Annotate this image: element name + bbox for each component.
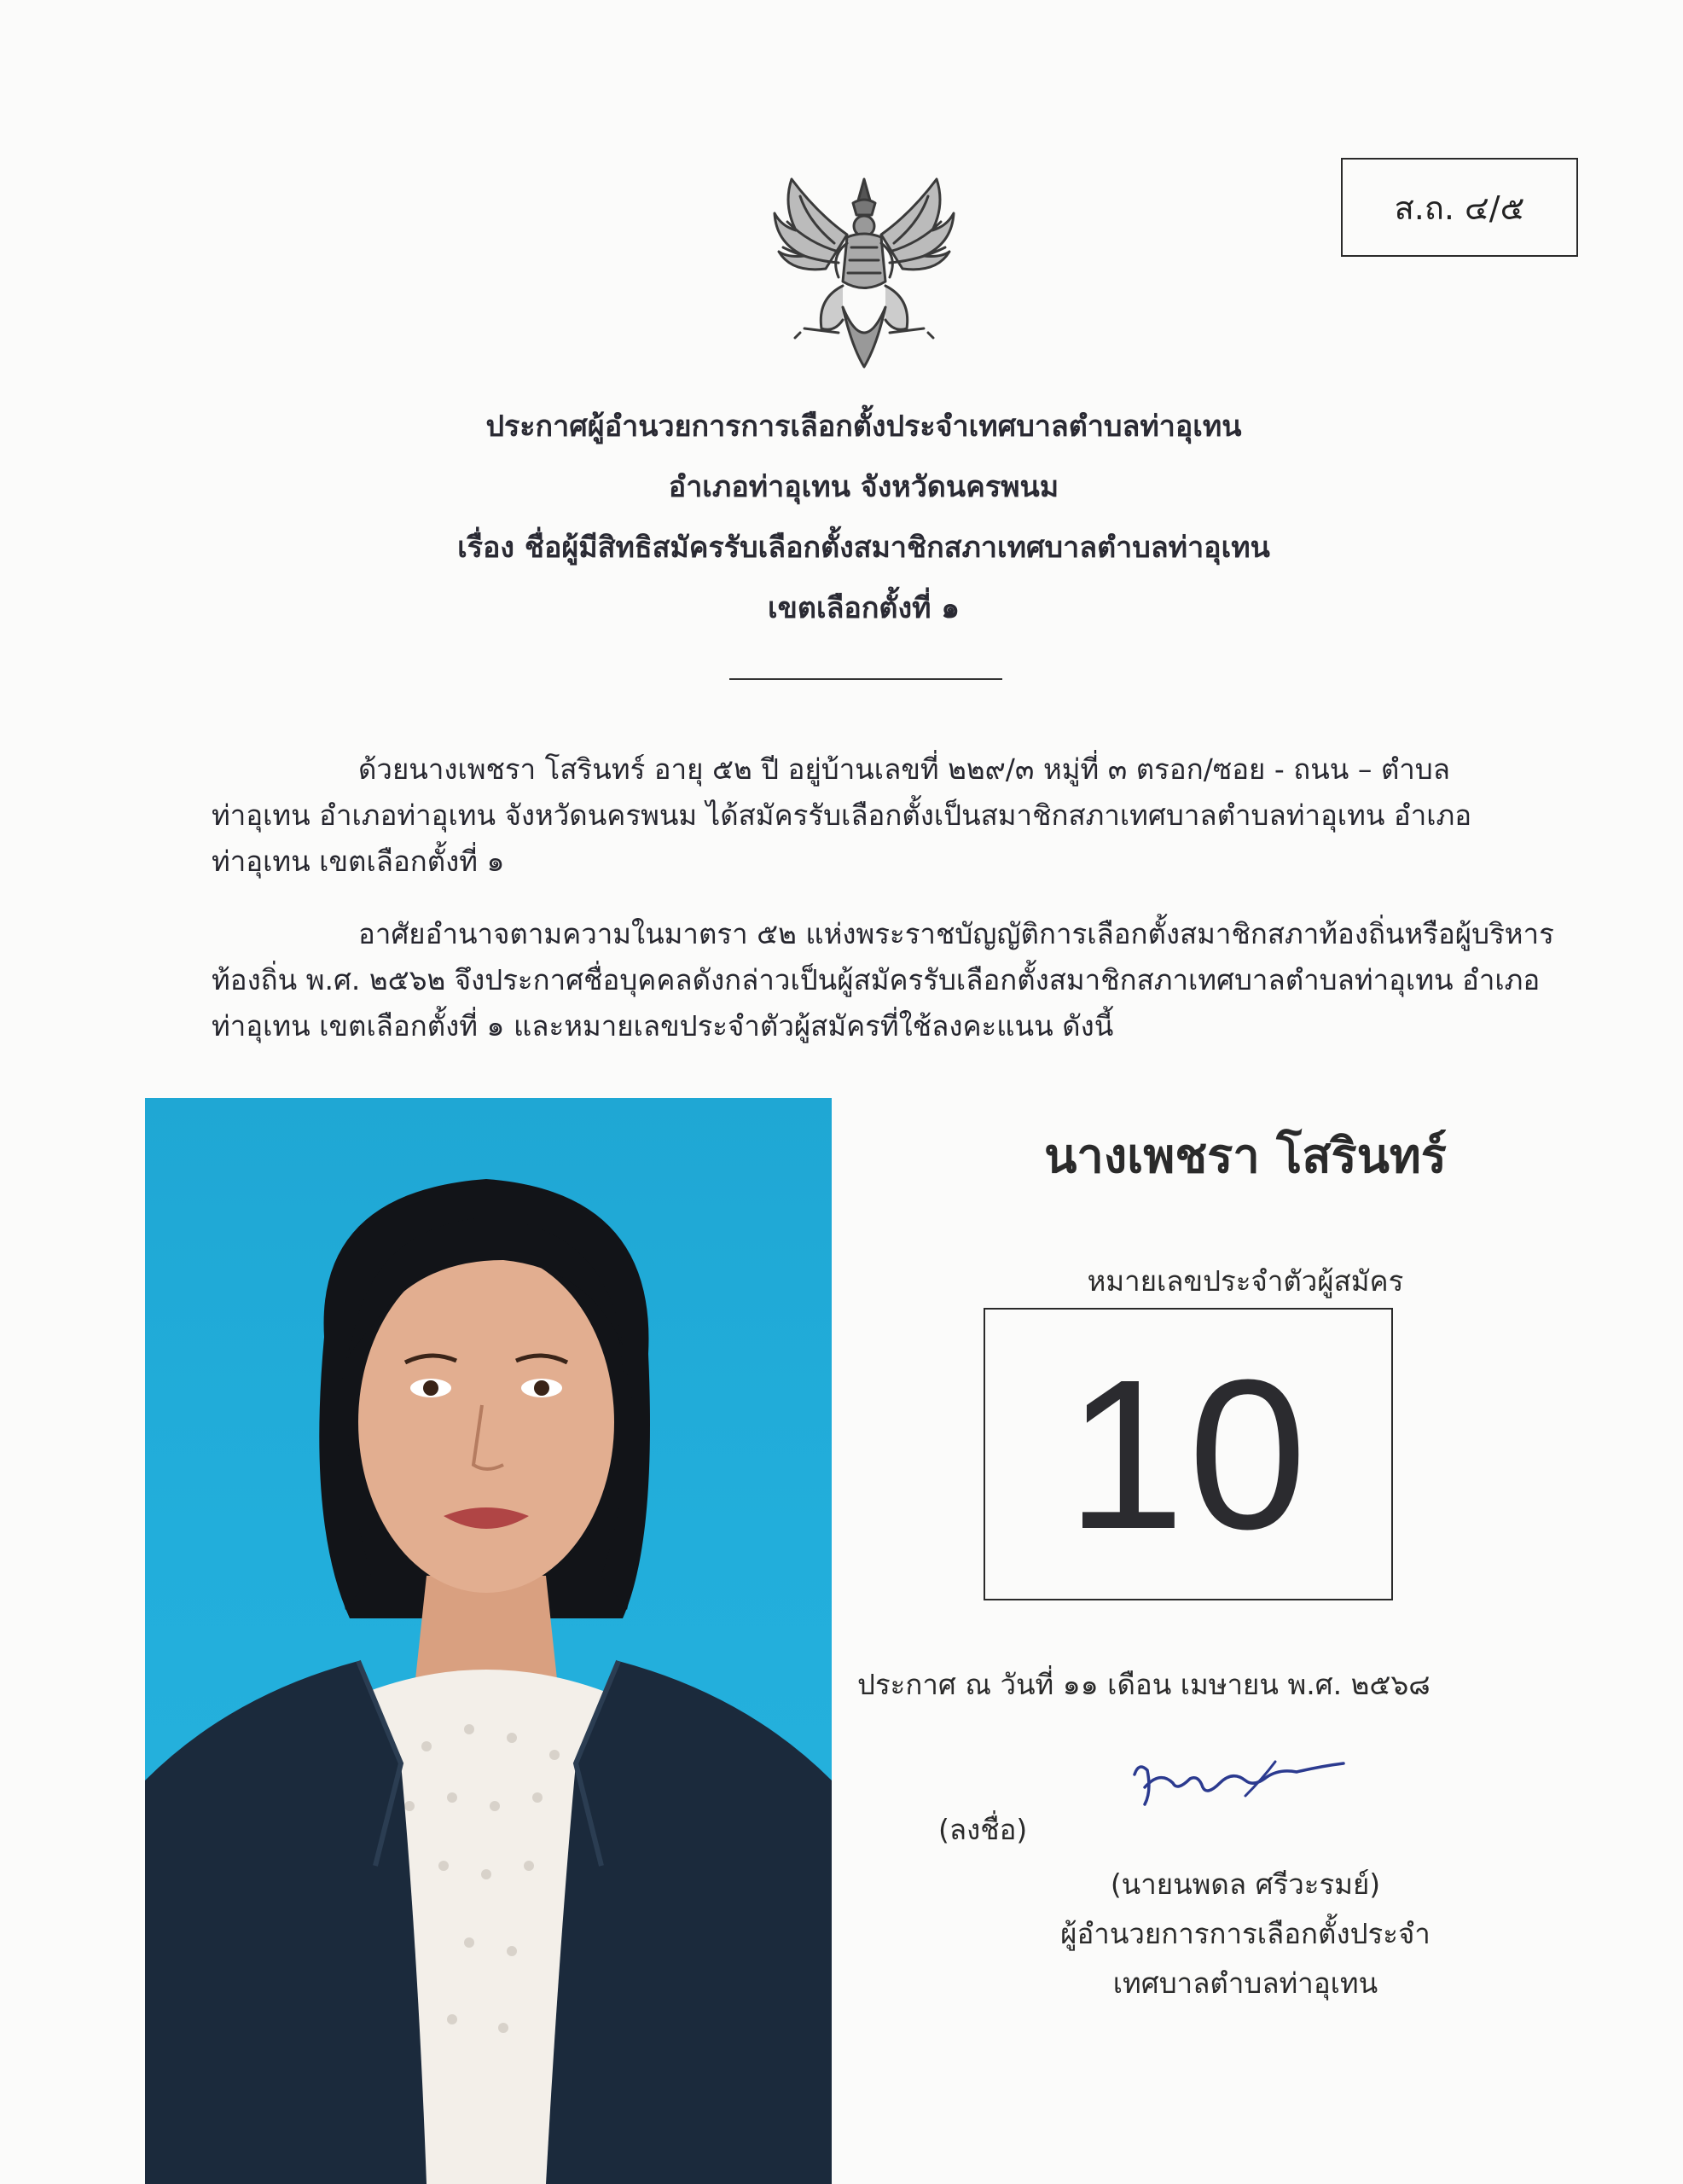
header-line-3: เรื่อง ชื่อผู้มีสิทธิสมัครรับเลือกตั้งสมาชิกสภาเทศบาลตำบลท่าอุเทน: [457, 531, 1270, 565]
paragraph-2-line-2: ท้องถิ่น พ.ศ. ๒๕๖๒ จึงประกาศชื่อบุคคลดังกล่าวเป็นผู้สมัครรับเลือกตั้งสมาชิกสภาเทศบาลตำบลท่าอุเทน อำเภอ: [212, 963, 1541, 996]
signer-block: [981, 1860, 1510, 2008]
candidate-number-box: [984, 1308, 1393, 1600]
header-line-2: อำเภอท่าอุเทน จังหวัดนครพนม: [668, 470, 1059, 504]
candidate-photo: [145, 1098, 832, 2184]
garuda-emblem-icon: [757, 162, 971, 375]
handwritten-signature-icon: [1126, 1745, 1348, 1821]
announcement-header: [256, 397, 1471, 639]
paragraph-2-line-3: ท่าอุเทน เขตเลือกตั้งที่ ๑ และหมายเลขประจำตัวผู้สมัครที่ใช้ลงคะแนน ดังนี้: [212, 1009, 1114, 1043]
announcement-date: ประกาศ ณ วันที่ ๑๑ เดือน เมษายน พ.ศ. ๒๕๖๘: [857, 1668, 1431, 1701]
paragraph-applicant: [212, 746, 1517, 885]
header-divider: [729, 678, 1002, 680]
candidate-name: นางเพชรา โสรินทร์: [1044, 1129, 1447, 1184]
paragraph-1-line-3: ท่าอุเทน เขตเลือกตั้งที่ ๑: [212, 845, 505, 878]
paragraph-1-line-1: ด้วยนางเพชรา โสรินทร์ อายุ ๕๒ ปี อยู่บ้านเลขที่ ๒๒๙/๓ หมู่ที่ ๓ ตรอก/ซอย - ถนน – ตำบล: [358, 752, 1450, 786]
header-line-1: ประกาศผู้อำนวยการการเลือกตั้งประจำเทศบาลตำบลท่าอุเทน: [485, 410, 1242, 444]
header-line-4: เขตเลือกตั้งที่ ๑: [768, 591, 960, 625]
sign-label: (ลงชื่อ): [938, 1813, 1028, 1846]
paragraph-authority: [212, 911, 1554, 1049]
signer-name: (นายนพดล ศรีวะรมย์): [1110, 1867, 1381, 1901]
candidate-number-label: หมายเลขประจำตัวผู้สมัคร: [1087, 1264, 1404, 1298]
paragraph-2-line-1: อาศัยอำนาจตามความในมาตรา ๕๒ แห่งพระราชบัญญัติการเลือกตั้งสมาชิกสภาท้องถิ่นหรือผู้บริหาร: [358, 917, 1554, 950]
signer-position-line-2: เทศบาลตำบลท่าอุเทน: [1112, 1966, 1378, 2000]
signer-position-line-1: ผู้อำนวยการการเลือกตั้งประจำ: [1060, 1917, 1431, 1950]
form-code: ส.ถ. ๔/๕: [1394, 189, 1525, 227]
candidate-portrait-icon: [145, 1098, 832, 2184]
paragraph-1-line-2: ท่าอุเทน อำเภอท่าอุเทน จังหวัดนครพนม ได้สมัครรับเลือกตั้งเป็นสมาชิกสภาเทศบาลตำบลท่าอุเทน อำเภอ: [212, 799, 1472, 832]
form-code-box: [1341, 158, 1578, 257]
candidate-number: 10: [1065, 1335, 1311, 1573]
